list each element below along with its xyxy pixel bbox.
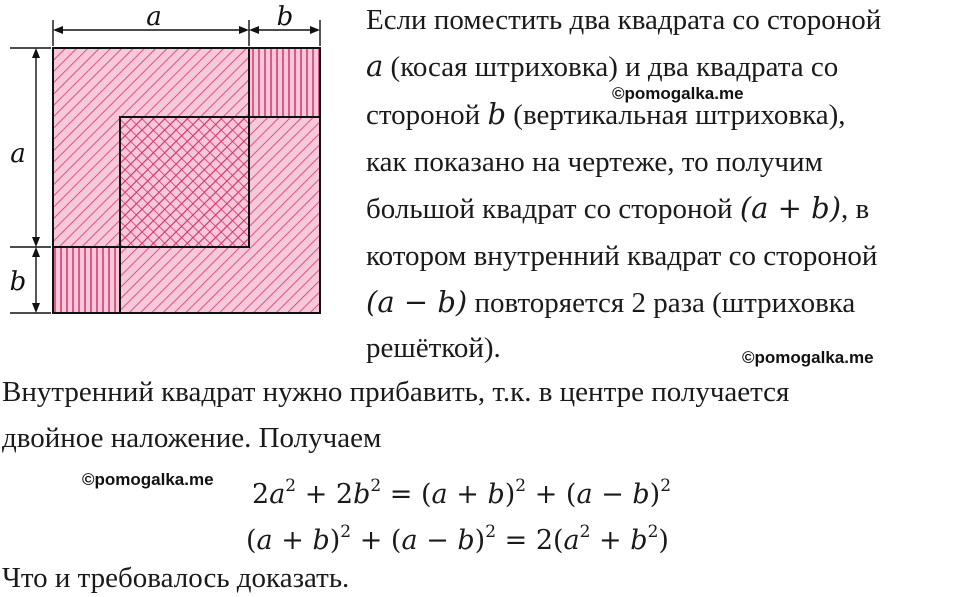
dim-label-left-a: a [10,139,26,169]
paragraph-line-6: котором внутренний квадрат со стороной [366,240,878,272]
formula-1: $2a^2 + 2b^2 = (a + b)^2 + (a - b)^2$ [252,476,672,510]
explanation-line-2: двойное наложение. Получаем [2,422,382,454]
paragraph-line-4: как показано на чертеже, то получим [366,146,823,178]
paragraph-line-5: большой квадрат со стороной (a + b), в [366,191,870,225]
watermark-1: ©pomogalka.me [612,84,744,103]
paragraph-line-1: Если поместить два квадрата со стороной [366,4,882,36]
formula-2: $(a + b)^2 + (a - b)^2 = 2(a^2 + b^2)$ [246,522,669,556]
dim-label-top-b: b [276,2,294,32]
paragraph-line-8: решёткой). [366,332,501,364]
conclusion: Что и требовалось доказать. [2,562,350,594]
explanation-line-1: Внутренний квадрат нужно прибавить, т.к. в центре получается [2,376,790,408]
dim-label-top-a: a [146,2,162,32]
watermark-2: ©pomogalka.me [742,348,874,367]
watermark-3: ©pomogalka.me [82,470,214,489]
paragraph-line-7: (a − b) повторяется 2 раза (штриховка [366,285,856,319]
squares-diagram [0,0,345,330]
dim-label-left-b: b [9,267,27,297]
paragraph-line-3: стороной b (вертикальная штриховка), [366,97,846,131]
paragraph-line-2: a (косая штриховка) и два квадрата со [366,49,839,83]
